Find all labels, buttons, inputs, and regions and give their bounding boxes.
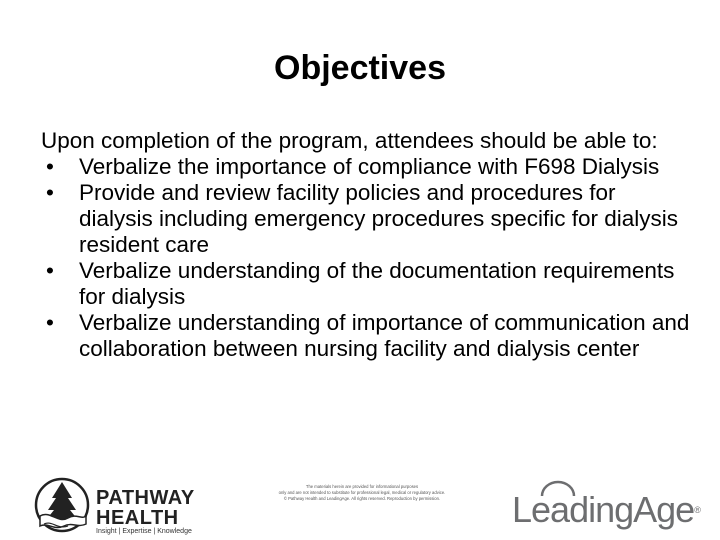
fine-print-line: © Pathway Health and LeadingAge. All rights reserved. Reproduction by permission. (283, 496, 441, 501)
bullet-icon: • (46, 154, 54, 179)
slide-footer (0, 470, 720, 540)
slide-body (41, 128, 691, 362)
list-item-text: Verbalize the importance of compliance with F698 Dialysis (79, 154, 660, 179)
list-item-text: Provide and review facility policies and procedures for dialysis including emergency procedures specific for dialysis resident care (79, 180, 679, 257)
pathway-name-line1: PATHWAY (96, 487, 195, 509)
intro-text: Upon completion of the program, attendees should be able to: (41, 128, 658, 153)
registered-mark: ® (694, 505, 701, 515)
pathway-health-name (96, 488, 195, 528)
list-item-text: Verbalize understanding of the documentation requirements for dialysis (79, 258, 675, 309)
pathway-name-line2: HEALTH (96, 507, 179, 529)
leadingage-logo (512, 478, 701, 532)
pathway-tagline: Insight | Expertise | Knowledge (96, 528, 192, 535)
fine-print-line: only and are not intended to substitute for professional legal, medical or regulatory advice. (278, 490, 446, 495)
footer-fine-print (228, 484, 496, 502)
list-item (41, 154, 691, 180)
slide-title: Objectives (274, 49, 446, 87)
leadingage-wordmark-text: LeadingAge (512, 489, 695, 530)
pine-tree-river-emblem-icon (34, 476, 90, 534)
bullet-icon: • (46, 180, 54, 205)
pathway-health-logo (34, 476, 204, 534)
bullet-icon: • (46, 258, 54, 283)
leadingage-wordmark (512, 490, 701, 530)
bullet-icon: • (46, 310, 54, 335)
list-item (41, 180, 691, 258)
objectives-list (41, 154, 691, 362)
fine-print-line: The materials herein are provided for informational purposes (305, 484, 419, 489)
list-item (41, 310, 691, 362)
list-item-text: Verbalize understanding of importance of communication and collaboration between nursing facility and dialysis center (79, 310, 690, 361)
list-item (41, 258, 691, 310)
